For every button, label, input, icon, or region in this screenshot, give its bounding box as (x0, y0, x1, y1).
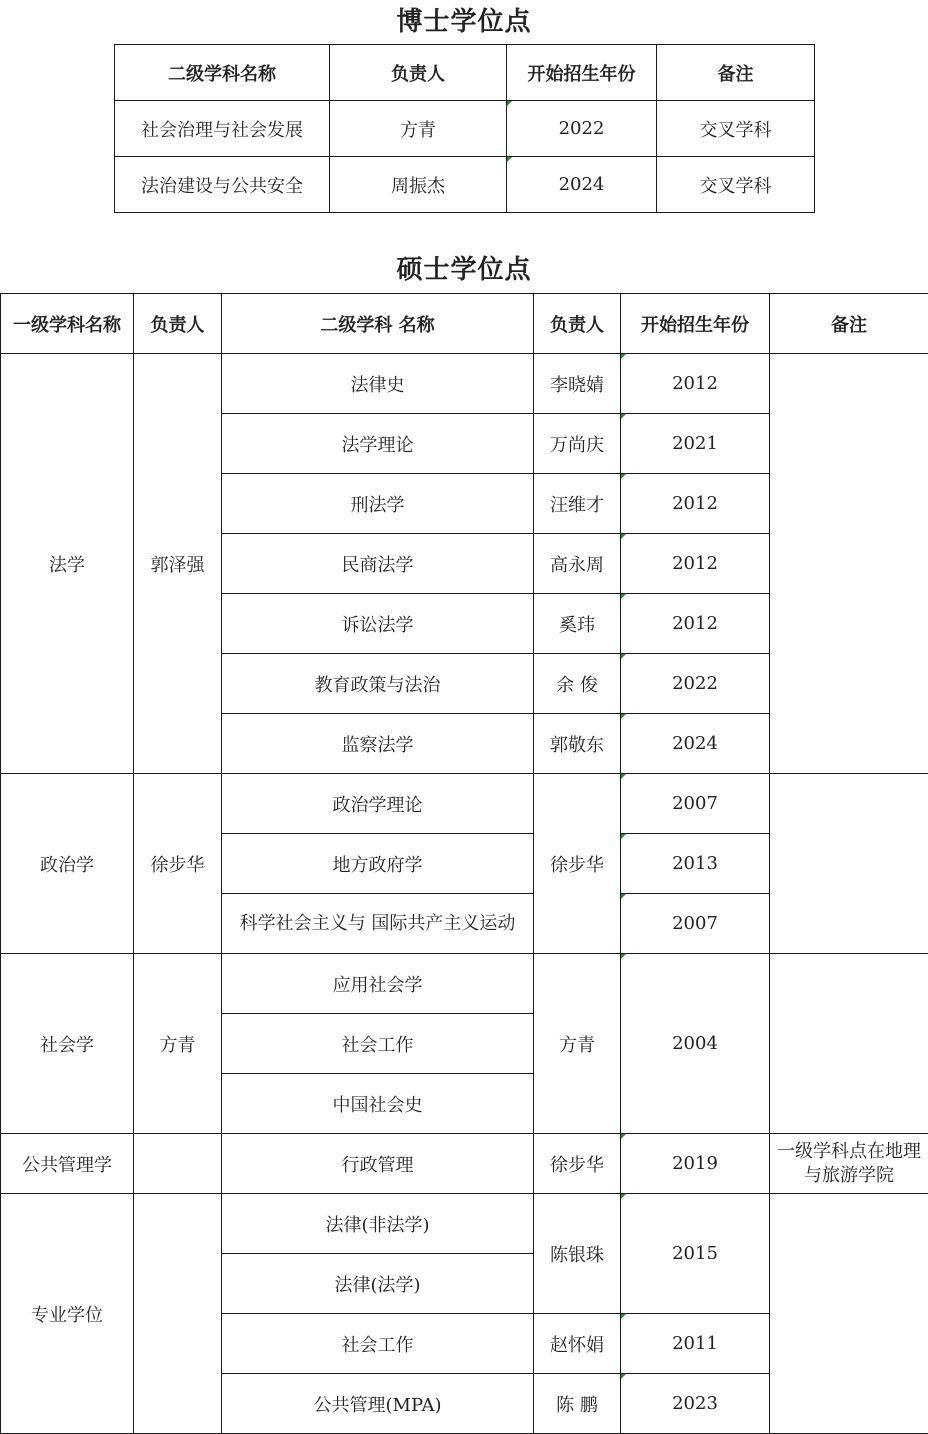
start-year: 2015 (621, 1194, 770, 1314)
primary-discipline: 政治学 (1, 774, 134, 954)
start-year: 2013 (621, 834, 770, 894)
secondary-discipline: 法律(非法学) (222, 1194, 534, 1254)
primary-lead: 郭泽强 (134, 354, 222, 774)
column-header: 开始招生年份 (507, 45, 657, 101)
column-header: 二级学科名称 (115, 45, 330, 101)
secondary-discipline: 诉讼法学 (222, 594, 534, 654)
discipline-name: 社会治理与社会发展 (115, 101, 330, 157)
secondary-discipline: 刑法学 (222, 474, 534, 534)
secondary-lead: 余 俊 (534, 654, 621, 714)
note: 一级学科点在地理与旅游学院 (770, 1134, 928, 1194)
start-year: 2024 (507, 157, 657, 213)
start-year: 2022 (621, 654, 770, 714)
secondary-discipline: 行政管理 (222, 1134, 534, 1194)
table-row (1, 1134, 928, 1194)
start-year: 2007 (621, 894, 770, 954)
secondary-discipline: 应用社会学 (222, 954, 534, 1014)
secondary-lead: 陈银珠 (534, 1194, 621, 1314)
phd-table (114, 44, 815, 213)
start-year: 2021 (621, 414, 770, 474)
start-year: 2012 (621, 534, 770, 594)
secondary-lead: 徐步华 (534, 1134, 621, 1194)
start-year: 2011 (621, 1314, 770, 1374)
table-row (115, 101, 815, 157)
master-table (0, 293, 928, 1434)
secondary-lead: 方青 (534, 954, 621, 1134)
secondary-discipline: 科学社会主义与 国际共产主义运动 (222, 894, 534, 954)
person-name: 周振杰 (330, 157, 507, 213)
secondary-lead: 高永周 (534, 534, 621, 594)
start-year: 2022 (507, 101, 657, 157)
secondary-lead: 徐步华 (534, 774, 621, 954)
table-row (1, 1194, 928, 1254)
secondary-lead: 奚玮 (534, 594, 621, 654)
secondary-discipline: 中国社会史 (222, 1074, 534, 1134)
table-row (1, 774, 928, 834)
secondary-lead: 郭敬东 (534, 714, 621, 774)
table-header-row (115, 45, 815, 101)
primary-discipline: 公共管理学 (1, 1134, 134, 1194)
secondary-discipline: 教育政策与法治 (222, 654, 534, 714)
start-year: 2012 (621, 474, 770, 534)
table-row (1, 354, 928, 414)
secondary-discipline: 社会工作 (222, 1314, 534, 1374)
table-header-row (1, 294, 928, 354)
secondary-discipline: 法律(法学) (222, 1254, 534, 1314)
person-name: 方青 (330, 101, 507, 157)
secondary-discipline: 民商法学 (222, 534, 534, 594)
column-header: 备注 (770, 294, 928, 354)
primary-discipline: 社会学 (1, 954, 134, 1134)
secondary-discipline: 公共管理(MPA) (222, 1374, 534, 1434)
primary-lead (134, 1134, 222, 1194)
start-year: 2023 (621, 1374, 770, 1434)
note (770, 1194, 928, 1434)
secondary-discipline: 政治学理论 (222, 774, 534, 834)
primary-lead (134, 1194, 222, 1434)
column-header: 负责人 (134, 294, 222, 354)
column-header: 负责人 (534, 294, 621, 354)
column-header: 一级学科名称 (1, 294, 134, 354)
note: 交叉学科 (657, 101, 815, 157)
secondary-lead: 赵怀娟 (534, 1314, 621, 1374)
secondary-discipline: 法学理论 (222, 414, 534, 474)
primary-discipline: 法学 (1, 354, 134, 774)
start-year: 2024 (621, 714, 770, 774)
secondary-discipline: 地方政府学 (222, 834, 534, 894)
start-year: 2012 (621, 594, 770, 654)
discipline-name: 法治建设与公共安全 (115, 157, 330, 213)
secondary-lead: 陈 鹏 (534, 1374, 621, 1434)
start-year: 2007 (621, 774, 770, 834)
start-year: 2019 (621, 1134, 770, 1194)
primary-discipline: 专业学位 (1, 1194, 134, 1434)
start-year: 2004 (621, 954, 770, 1134)
note (770, 774, 928, 954)
column-header: 开始招生年份 (621, 294, 770, 354)
secondary-lead: 李晓婧 (534, 354, 621, 414)
start-year: 2012 (621, 354, 770, 414)
secondary-discipline: 社会工作 (222, 1014, 534, 1074)
phd-section-title: 博士学位点 (396, 7, 532, 37)
column-header: 二级学科 名称 (222, 294, 534, 354)
secondary-lead: 汪维才 (534, 474, 621, 534)
primary-lead: 方青 (134, 954, 222, 1134)
primary-lead: 徐步华 (134, 774, 222, 954)
secondary-lead: 万尚庆 (534, 414, 621, 474)
secondary-discipline: 法律史 (222, 354, 534, 414)
table-row (115, 157, 815, 213)
note: 交叉学科 (657, 157, 815, 213)
secondary-discipline: 监察法学 (222, 714, 534, 774)
note (770, 954, 928, 1134)
column-header: 负责人 (330, 45, 507, 101)
master-section-title: 硕士学位点 (396, 255, 532, 285)
column-header: 备注 (657, 45, 815, 101)
note (770, 354, 928, 774)
table-row (1, 954, 928, 1014)
